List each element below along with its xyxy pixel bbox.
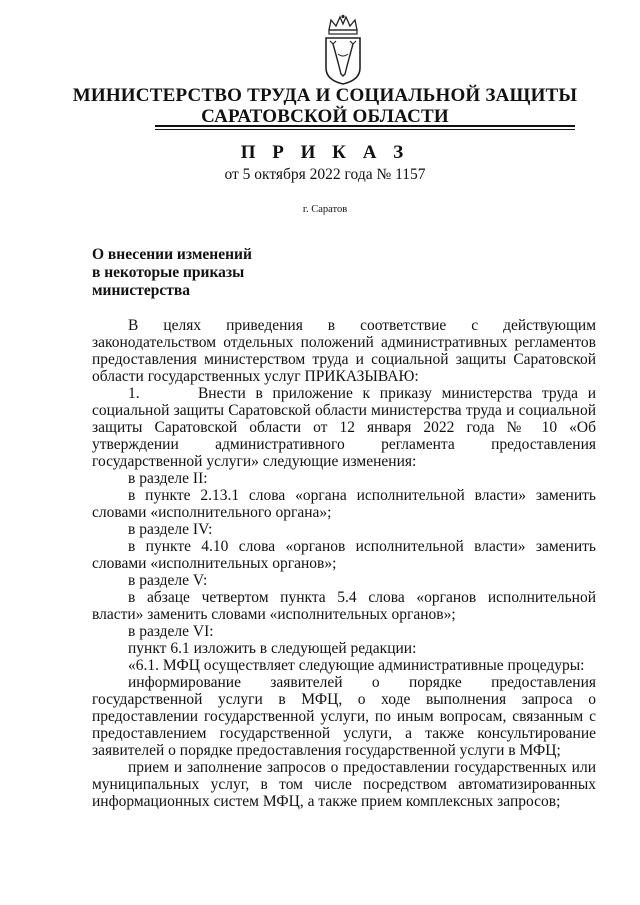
paragraph-section-v: в разделе V: [128,572,208,589]
ministry-name-line1: МИНИСТЕРСТВО ТРУДА И СОЦИАЛЬНОЙ ЗАЩИТЫ [72,85,578,106]
document-city: г. Саратов [302,204,348,215]
paragraph-preamble: В целях приведения в соответствие с действующим законодательством отдельных положений административных регламентов предоставления министерством труда и социальной защиты Саратовской области государственных услуг ПРИКАЗЫВАЮ: [92,317,596,385]
subject-line: министерства [92,282,190,299]
paragraph-section-ii: в разделе II: [128,470,208,487]
subject-line: в некоторые приказы [92,264,245,281]
paragraph-6-1-text: «6.1. МФЦ осуществляет следующие административные процедуры: [128,657,585,674]
document-title: П Р И К А З [240,142,410,163]
paragraph-section-iv: в разделе IV: [128,521,213,538]
header-divider-thick [155,125,575,127]
paragraph-5-4: в абзаце четвертом пункта 5.4 слова «органов исполнительной власти» заменить словами «исполнительных органов»; [92,589,596,623]
paragraph-2-13-1: в пункте 2.13.1 слова «органа исполнительной власти» заменить словами «исполнительного органа»; [92,487,596,521]
paragraph-reception: прием и заполнение запросов о предоставлении государственных или муниципальных услуг, в том числе посредством автоматизированных информационных систем МФЦ, а также прием комплексных запросов; [92,759,596,810]
paragraph-4-10: в пункте 4.10 слова «органов исполнительной власти» заменить словами «исполнительных органов»; [92,538,596,572]
paragraph-item-1: 1. Внести в приложение к приказу министерства труда и социальной защиты Саратовской области министерства труда и социальной защиты Саратовской области от 12 января 2022 года № 10 «Об утверждении административного регламента предоставления государственной услуги» следующие изменения: [92,385,596,470]
paragraph-informing: информирование заявителей о порядке предоставления государственной услуги в МФЦ, о ходе выполнения запроса о предоставлении государственной услуги, по иным вопросам, связанным с предоставлением государственной услуги, а также консультирование заявителей о порядке предоставления государственной услуги в МФЦ; [92,674,596,759]
document-body [92,317,596,810]
paragraph-section-vi: в разделе VI: [128,623,214,640]
paragraph-6-1-intro: пункт 6.1 изложить в следующей редакции: [128,640,417,657]
subject-line: О внесении изменений [92,246,252,263]
saratov-coat-of-arms-icon [321,14,365,86]
document-subject [92,246,252,300]
ministry-name-line2: САРАТОВСКОЙ ОБЛАСТИ [201,106,449,127]
header-divider-thin [155,129,575,130]
document-date-number: от 5 октября 2022 года № 1157 [224,166,426,183]
